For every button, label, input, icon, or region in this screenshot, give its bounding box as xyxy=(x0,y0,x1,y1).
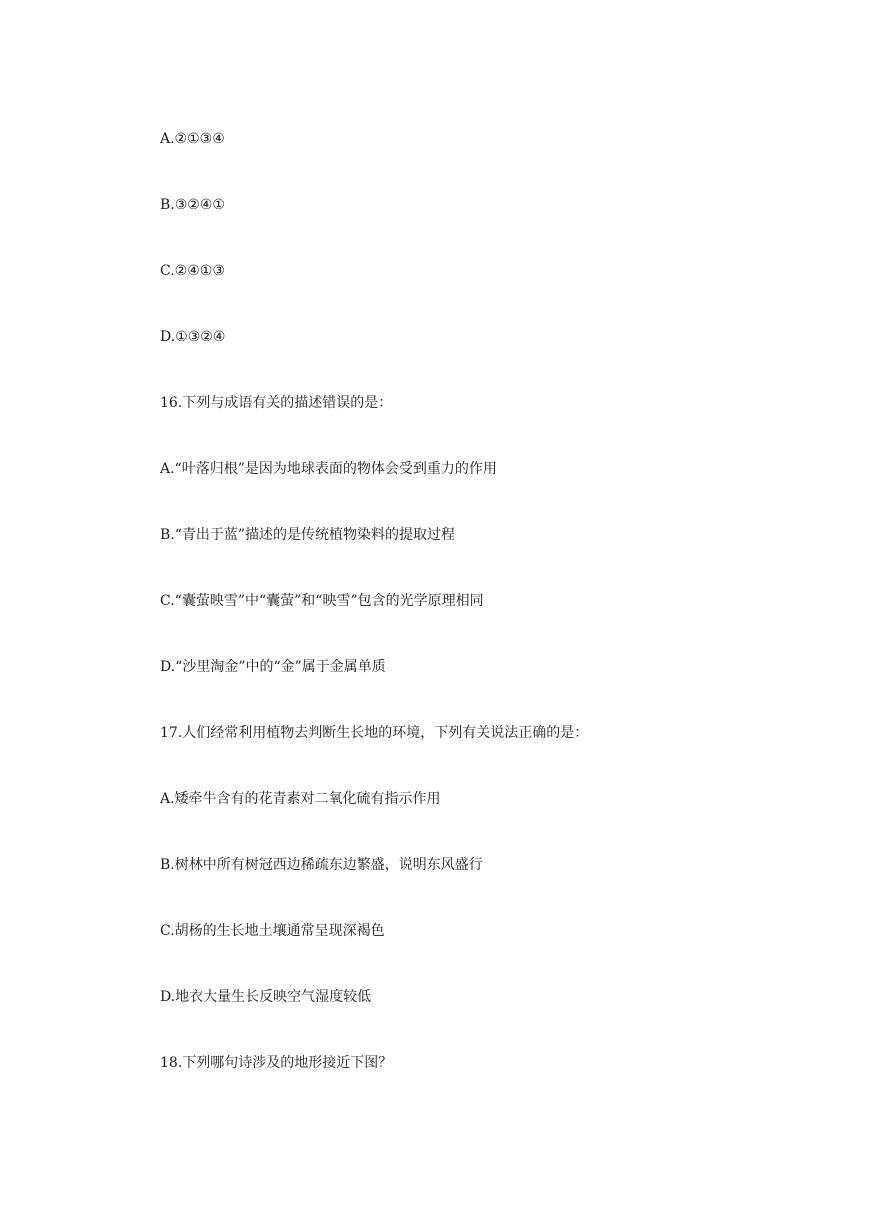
q17-option-c: C.胡杨的生长地土壤通常呈现深褐色 xyxy=(160,923,385,939)
q17-stem: 17.人们经常利用植物去判断生长地的环境，下列有关说法正确的是： xyxy=(160,725,589,741)
q15-option-c: C.②④①③ xyxy=(160,263,225,279)
q16-option-c: C.“囊萤映雪”中“囊萤”和“映雪”包含的光学原理相同 xyxy=(160,593,484,609)
q18-stem: 18.下列哪句诗涉及的地形接近下图？ xyxy=(160,1055,393,1071)
q16-stem: 16.下列与成语有关的描述错误的是： xyxy=(160,395,393,411)
q16-option-a: A.“叶落归根”是因为地球表面的物体会受到重力的作用 xyxy=(160,461,497,477)
q15-option-d: D.①③②④ xyxy=(160,329,226,345)
q17-option-d: D.地衣大量生长反映空气湿度较低 xyxy=(160,989,372,1005)
q15-option-b: B.③②④① xyxy=(160,197,225,213)
q16-option-b: B.“青出于蓝”描述的是传统植物染料的提取过程 xyxy=(160,527,456,543)
q17-option-a: A.矮牵牛含有的花青素对二氧化硫有指示作用 xyxy=(160,791,441,807)
q15-option-a: A.②①③④ xyxy=(160,131,225,147)
q16-option-d: D.“沙里淘金”中的“金”属于金属单质 xyxy=(160,659,386,675)
q17-option-b: B.树林中所有树冠西边稀疏东边繁盛，说明东风盛行 xyxy=(160,857,483,873)
